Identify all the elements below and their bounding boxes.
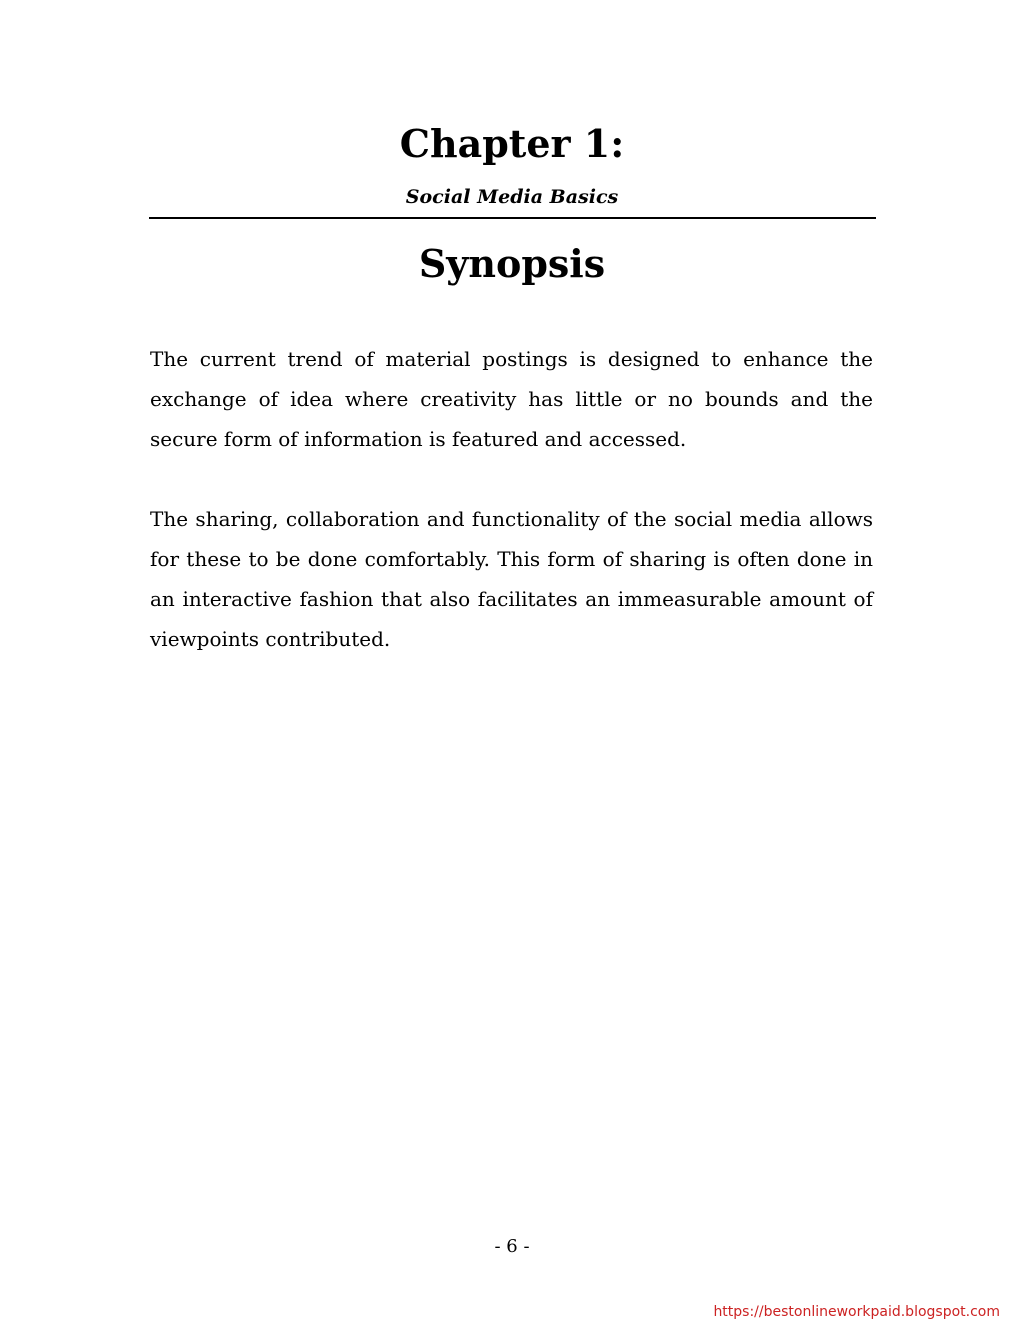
footer-link[interactable]: https://bestonlineworkpaid.blogspot.com xyxy=(713,1304,1000,1320)
body-paragraph-1: The current trend of material postings is designed to enhance the exchange of idea where creativity has little or no bounds and the secure form of information is featured and accessed. xyxy=(150,347,873,451)
heading-divider xyxy=(149,217,876,219)
body-paragraph-2: The sharing, collaboration and functionality of the social media allows for these to be done comfortably. This form of sharing is often done in an interactive fashion that also facilitates an immeasurable amount of viewpoints contributed. xyxy=(150,507,873,651)
chapter-subtitle: Social Media Basics xyxy=(405,186,619,208)
chapter-title: Chapter 1: xyxy=(399,121,625,166)
section-heading: Synopsis xyxy=(418,241,606,286)
page-number: - 6 - xyxy=(494,1236,530,1257)
